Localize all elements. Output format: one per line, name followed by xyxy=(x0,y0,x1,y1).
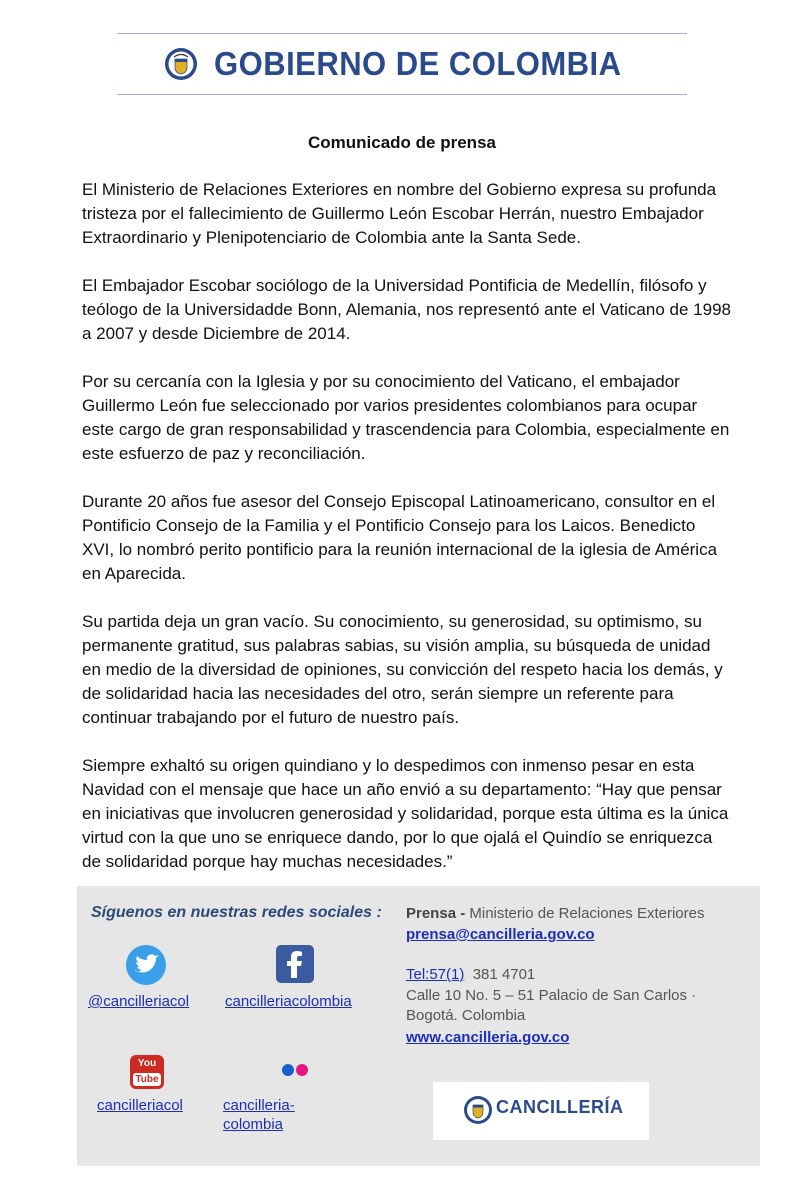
press-email-link[interactable]: prensa@cancilleria.gov.co xyxy=(406,926,595,943)
youtube-icon[interactable] xyxy=(129,1054,165,1090)
paragraph: Por su cercanía con la Iglesia y por su conocimiento del Vaticano, el embajador Guillermo León fue seleccionado por varios presidentes colombianos para ocupar este cargo de gran responsabilidad y trascendencia para Colombia, especialmente en este esfuerzo de paz y reconciliación. xyxy=(82,372,730,463)
coat-of-arms-icon xyxy=(164,47,198,81)
phone-row xyxy=(406,965,535,984)
youtube-badge-bottom: Tube xyxy=(135,1074,159,1085)
youtube-badge-top: You xyxy=(137,1058,157,1069)
contact-footer xyxy=(77,886,760,1166)
youtube-link[interactable]: cancilleriacol xyxy=(97,1097,183,1114)
follow-us-label: Síguenos en nuestras redes sociales : xyxy=(91,904,382,921)
flickr-link[interactable] xyxy=(223,1096,295,1134)
document-title: Comunicado de prensa xyxy=(308,133,496,152)
press-contact-line xyxy=(406,905,704,922)
phone-number: 381 4701 xyxy=(472,966,536,983)
paragraph: Siempre exhaltó su origen quindiano y lo despedimos con inmenso pesar en esta Navidad con el mensaje que hace un año envió a su departamento: “Hay que pensar en iniciativas que involucren generosidad y solidaridad, porque esta última es la única virtud con la que uno se enriquece dando, por lo que ojalá el Quindío se enriquezca de solidaridad porque hay muchas necesidades.” xyxy=(82,756,729,871)
website-link[interactable]: www.cancilleria.gov.co xyxy=(406,1029,570,1046)
facebook-link[interactable]: cancilleriacolombia xyxy=(225,993,352,1010)
paragraph: Durante 20 años fue asesor del Consejo Episcopal Latinoamericano, consultor en el Pontificio Consejo de la Familia y el Pontificio Consejo para los Laicos. Benedicto XVI, lo nombró perito pontificio para la reunión internacional de la iglesia de América en Aparecida. xyxy=(82,492,718,583)
flickr-icon[interactable] xyxy=(277,1058,313,1082)
paragraph: Su partida deja un gran vacío. Su conocimiento, su generosidad, su optimismo, su permanente gratitud, sus palabras sabias, su visión amplia, su búsqueda de unidad en medio de la diversidad de opiniones, su convicción del respeto hacia los demás, y de solidaridad hacia las necesidades del otro, serán siempre un referente para continuar trabajando por el futuro de nuestro país. xyxy=(82,612,723,727)
flickr-link-line1: cancilleria- xyxy=(223,1097,295,1114)
flickr-link-line2: colombia xyxy=(223,1116,284,1133)
address-line-1: Calle 10 No. 5 – 51 Palacio de San Carlos · xyxy=(406,987,697,1004)
address-line-2: Bogotá. Colombia xyxy=(406,1007,526,1024)
cancilleria-seal-icon xyxy=(463,1095,493,1125)
facebook-icon[interactable] xyxy=(275,944,315,984)
twitter-icon[interactable] xyxy=(125,944,167,986)
twitter-link[interactable]: @cancilleriacol xyxy=(88,993,190,1010)
paragraph: El Embajador Escobar sociólogo de la Universidad Pontificia de Medellín, filósofo y teólogo de la Universidadde Bonn, Alemania, nos representó ante el Vaticano de 1998 a 2007 y desde Diciembre de 2014. xyxy=(82,276,731,343)
website-row xyxy=(406,1028,569,1047)
press-email-row xyxy=(406,925,595,944)
press-release-body xyxy=(82,178,732,898)
press-label: Prensa - xyxy=(406,905,466,922)
government-title: GOBIERNO DE COLOMBIA xyxy=(214,45,622,82)
paragraph: El Ministerio de Relaciones Exteriores en nombre del Gobierno expresa su profunda tristeza por el fallecimiento de Guillermo León Escobar Herrán, nuestro Embajador Extraordinario y Plenipotenciario de Colombia ante la Santa Sede. xyxy=(82,180,717,247)
cancilleria-logo-text: CANCILLERÍA xyxy=(496,1097,624,1117)
cancilleria-logo xyxy=(433,1082,649,1140)
page-header xyxy=(117,33,687,95)
phone-link[interactable]: Tel:57(1) xyxy=(406,966,465,983)
ministry-name: Ministerio de Relaciones Exteriores xyxy=(469,905,705,922)
